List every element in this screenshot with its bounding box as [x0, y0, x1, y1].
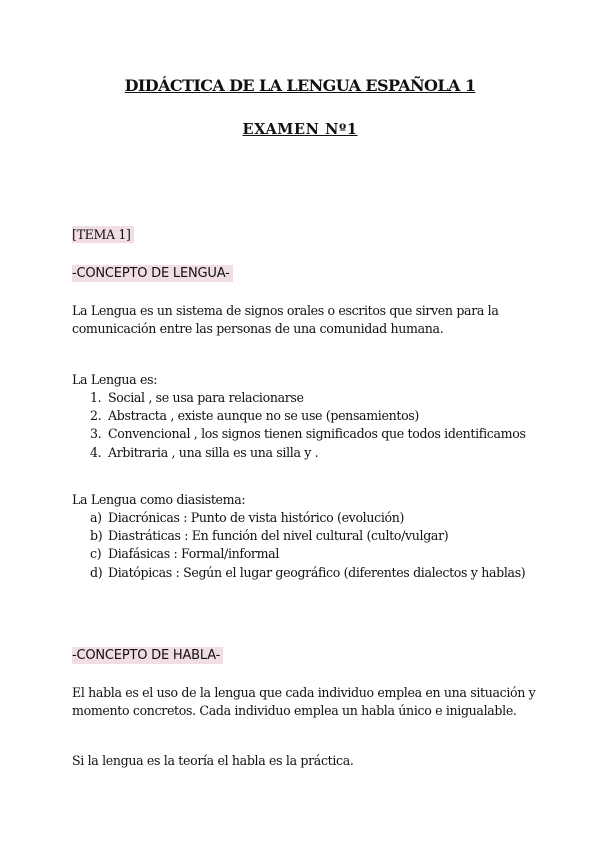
list-item	[90, 389, 526, 407]
heading-concepto-lengua-text: -CONCEPTO DE LENGUA-	[72, 265, 233, 282]
list-item-text: Convencional , los signos tienen significados que todos identificamos	[108, 426, 526, 442]
tema-highlight: [TEMA 1]	[72, 226, 134, 243]
list-marker: 3.	[90, 426, 102, 442]
list-marker: 2.	[90, 408, 102, 424]
habla-closing: Si la lengua es la teoría el habla es la práctica.	[72, 753, 354, 768]
diasistema-list	[90, 509, 525, 582]
list-marker: d)	[90, 564, 103, 580]
list-item-text: Diafásicas : Formal/informal	[108, 546, 280, 562]
list-marker: b)	[90, 528, 103, 544]
list-item-text: Diacrónicas : Punto de vista histórico (evolución)	[108, 510, 405, 525]
list-item	[90, 444, 526, 462]
lengua-es-list	[90, 389, 526, 462]
tema-label	[72, 226, 134, 244]
list-item-text: Social , se usa para relacionarse	[108, 390, 304, 405]
lengua-definition-line: La Lengua es un sistema de signos orales o escritos que sirven para la	[72, 303, 499, 318]
heading-concepto-lengua	[72, 264, 233, 283]
lengua-definition	[72, 302, 542, 339]
list-item-text: Arbitraria , una silla es una silla y .	[108, 444, 319, 460]
document-title: DIDÁCTICA DE LA LENGUA ESPAÑOLA 1	[124, 76, 476, 95]
list-item	[90, 425, 526, 443]
heading-concepto-habla	[72, 646, 223, 665]
list-item-text: Abstracta , existe aunque no se use (pensamientos)	[108, 408, 419, 424]
heading-concepto-habla-text: -CONCEPTO DE HABLA-	[72, 647, 223, 664]
habla-definition	[72, 684, 542, 721]
list-marker: 4.	[90, 444, 102, 460]
list-item	[90, 407, 526, 425]
list-item	[90, 509, 525, 527]
document-subtitle: EXAMEN Nº1	[242, 121, 358, 138]
list-marker: a)	[90, 510, 102, 525]
lengua-definition-line: comunicación entre las personas de una comunidad humana.	[72, 321, 444, 337]
list-item	[90, 527, 525, 545]
habla-definition-line: El habla es el uso de la lengua que cada individuo emplea en una situación y	[72, 685, 536, 700]
list-item-text: Diatópicas : Según el lugar geográfico (diferentes dialectos y hablas)	[108, 564, 526, 580]
diasistema-label: La Lengua como diasistema:	[72, 492, 246, 507]
list-item	[90, 545, 525, 563]
lengua-es-label: La Lengua es:	[72, 372, 158, 387]
habla-definition-line: momento concretos. Cada individuo emplea un habla único e inigualable.	[72, 703, 517, 719]
list-item-text: Diastráticas : En función del nivel cultural (culto/vulgar)	[108, 528, 449, 544]
list-marker: c)	[90, 546, 102, 562]
list-marker: 1.	[90, 390, 102, 405]
list-item	[90, 564, 525, 582]
